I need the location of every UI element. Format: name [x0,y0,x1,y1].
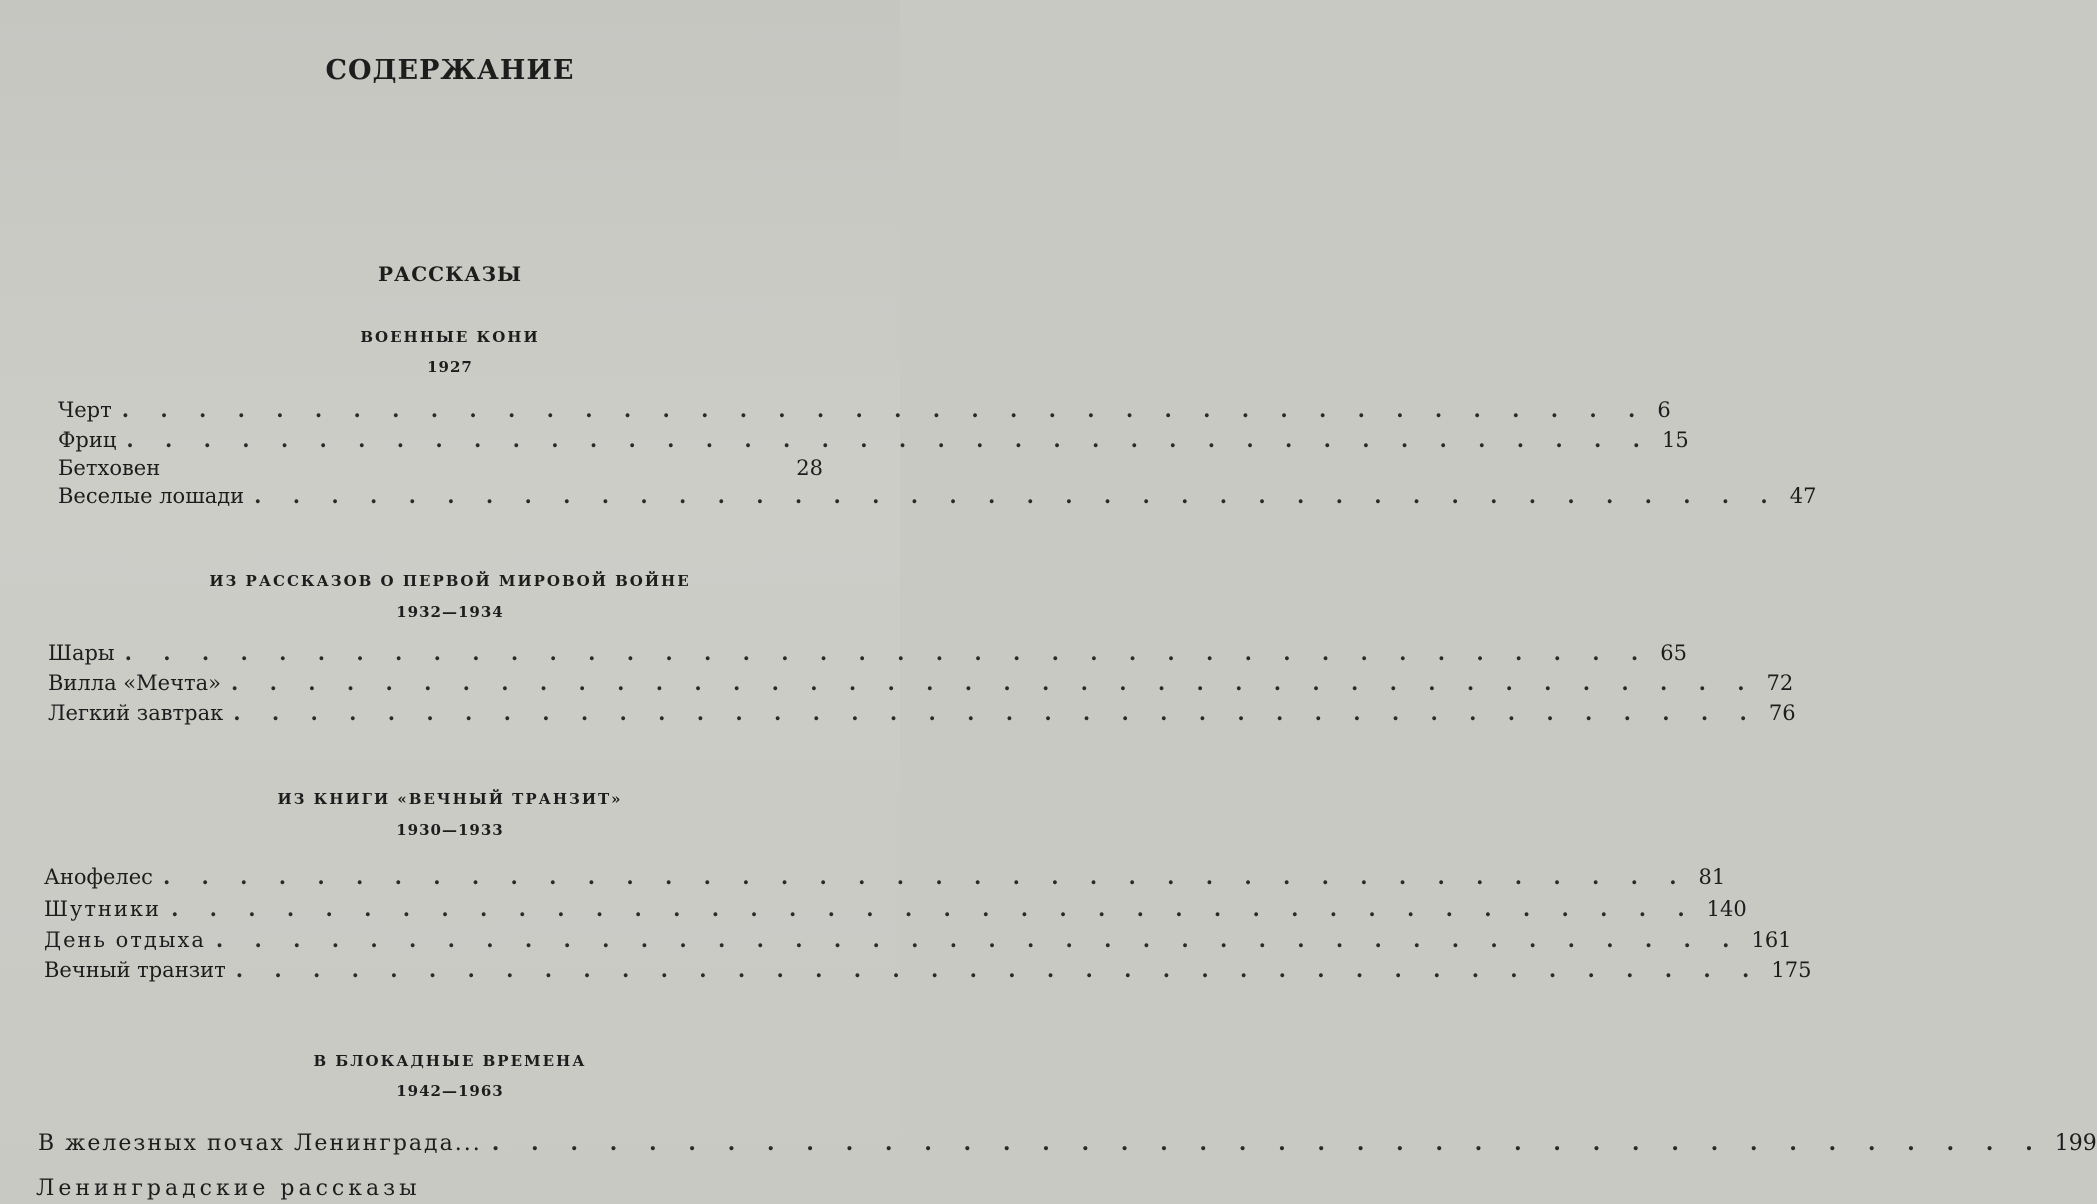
part-heading: РАССКАЗЫ [377,262,523,286]
leader-dots: . . . . . . . . . . . . . . . . . . . . . . . . . . . . . . . . . . . . . . . . [491,1130,2045,1156]
leader-dots: . . . . . . . . . . . . . . . . . . . . . . . . . . . . . . . . . . . . . . . . [126,427,1652,452]
section-years: 1930—1933 [396,821,504,839]
toc-entry[interactable] [58,395,1671,425]
toc-entry[interactable] [36,1174,840,1204]
toc-entry[interactable] [48,638,1687,668]
entry-title: Ленинградские рассказы [36,1176,421,1201]
leader-dots: . . . . . . . . . . . . . . . . . . . . . . . . . . . . . . . . . . . . . . . . [124,640,1651,665]
entry-page: 15 [1661,428,1689,452]
entry-title: В железных почах Ленинграда... [38,1131,482,1156]
entry-title: Черт [58,398,112,422]
entry-page: 199 [2054,1131,2097,1156]
entry-page: 140 [1706,897,1747,921]
toc-entry[interactable] [48,698,1796,728]
section-heading: ВОЕННЫЕ КОНИ [360,328,540,346]
entry-page: 81 [1698,865,1726,889]
section-heading: В БЛОКАДНЫЕ ВРЕМЕНА [313,1052,587,1070]
leader-dots: . . . . . . . . . . . . . . . . . . . . . . . . . . . . . . . . . . . . . . . . [254,483,1780,508]
leader-dots: . . . . . . . . . . . . . . . . . . . . . . . . . . . . . . . . . . . . . . . . [162,864,1689,889]
toc-entry[interactable] [58,425,1689,455]
entry-title: Фриц [58,428,117,452]
entry-title: Вечный транзит [44,958,226,982]
leader-dots: . . . . . . . . . . . . . . . . . . . . . . . . . . . . . . . . . . . . . . . . [235,957,1762,982]
entry-title: Вилла «Мечта» [48,671,221,695]
entry-page: 72 [1766,671,1794,695]
toc-entry[interactable] [48,668,1794,698]
leader-dots: . . . . . . . . . . . . . . . . . . . . . . . . . . . . . . . . . . . . . . . . [233,700,1759,725]
toc-entry[interactable] [44,862,1726,892]
toc-entry[interactable] [38,1128,2097,1158]
toc-entry[interactable] [44,955,1812,985]
entry-page: 6 [1657,398,1671,422]
leader-dots: . . . . . . . . . . . . . . . . . . . . . . . . . . . . . . . . . . . . . . . . [230,670,1757,695]
entry-title: Легкий завтрак [48,701,224,725]
toc-entry[interactable] [44,925,1792,955]
entry-page: 47 [1789,484,1817,508]
toc-entry[interactable] [58,453,823,483]
section-years: 1932—1934 [396,603,504,621]
entry-page: 175 [1771,958,1812,982]
entry-title: Шутники [44,897,162,921]
leader-dots: . . . . . . . . . . . . . . . . . . . . . . . . . . . . . . . . . . . . . . . . [121,397,1648,422]
entry-title: День отдыха [44,928,206,952]
entry-title: Шары [48,641,115,665]
toc-entry[interactable] [44,894,1747,924]
section-years: 1927 [427,358,473,376]
entry-page: 28 [796,456,823,480]
entry-page: 76 [1768,701,1796,725]
entry-page: 65 [1660,641,1687,665]
entry-title: Бетховен [58,456,161,480]
section-heading: ИЗ РАССКАЗОВ О ПЕРВОЙ МИРОВОЙ ВОЙНЕ [209,572,691,590]
leader-dots: . . . . . . . . . . . . . . . . . . . . . . . . . . . . . . . . . . . . . . . . [215,927,1742,952]
section-heading: ИЗ КНИГИ «ВЕЧНЫЙ ТРАНЗИТ» [277,790,623,808]
entry-page: 161 [1751,928,1792,952]
page-title: СОДЕРЖАНИЕ [325,55,575,86]
toc-entry[interactable] [58,481,1817,511]
entry-title: Анофелес [44,865,153,889]
leader-dots: . . . . . . . . . . . . . . . . . . . . . . . . . . . . . . . . . . . . . . . . [171,896,1697,921]
section-years: 1942—1963 [396,1082,504,1100]
entry-title: Веселые лошади [58,484,245,508]
